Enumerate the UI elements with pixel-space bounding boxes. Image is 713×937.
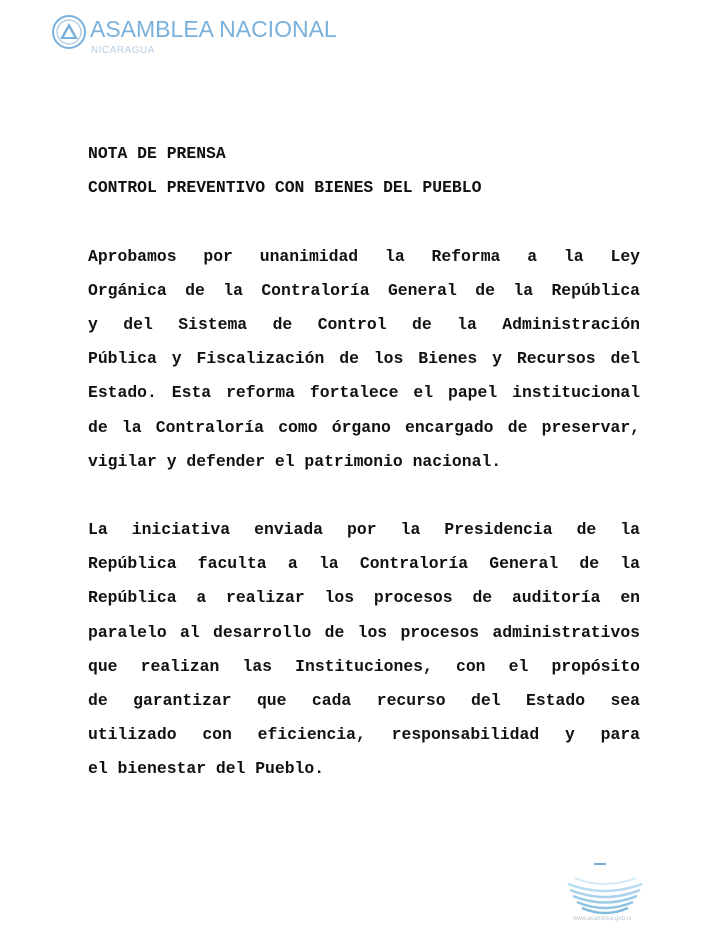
paragraph-1-line: de la Contraloría como órgano encargado de preservar,	[88, 417, 640, 437]
press-release-body	[88, 137, 640, 787]
paragraph-2-line: paralelo al desarrollo de los procesos administrativos	[88, 622, 640, 642]
paragraph-1-line: y del Sistema de Control de la Administración	[88, 314, 640, 334]
website-url: www.asamblea.gob.ni	[573, 916, 632, 922]
nicaragua-seal-icon	[52, 15, 86, 49]
assembly-hemicycle-icon	[560, 860, 650, 920]
document-subtitle: CONTROL PREVENTIVO CON BIENES DEL PUEBLO	[88, 178, 482, 198]
paragraph-1-line: Estado. Esta reforma fortalece el papel institucional	[88, 383, 640, 403]
paragraph-2-line: de garantizar que cada recurso del Estado sea	[88, 691, 640, 710]
paragraph-2-line: República a realizar los procesos de auditoría en	[88, 588, 640, 608]
org-country: NICARAGUA	[91, 45, 155, 56]
letterhead	[52, 15, 352, 65]
paragraph-1-line: Orgánica de la Contraloría General de la República	[88, 280, 640, 300]
paragraph-2-line: el bienestar del Pueblo.	[88, 759, 325, 779]
paragraph-1-line: Aprobamos por unanimidad la Reforma a la Ley	[88, 246, 640, 266]
paragraph-2-line: República faculta a la Contraloría General de la	[88, 554, 640, 574]
paragraph-2-line: que realizan las Instituciones, con el propósito	[88, 656, 640, 676]
paragraph-1-line: Pública y Fiscalización de los Bienes y Recursos del	[88, 349, 640, 369]
paragraph-2-line: La iniciativa enviada por la Presidencia de la	[88, 520, 640, 540]
paragraph-2-line: utilizado con eficiencia, responsabilidad y para	[88, 725, 640, 745]
document-title: NOTA DE PRENSA	[88, 144, 226, 163]
org-name: ASAMBLEA NACIONAL	[90, 16, 337, 42]
paragraph-1-line: vigilar y defender el patrimonio nacional.	[88, 451, 502, 471]
